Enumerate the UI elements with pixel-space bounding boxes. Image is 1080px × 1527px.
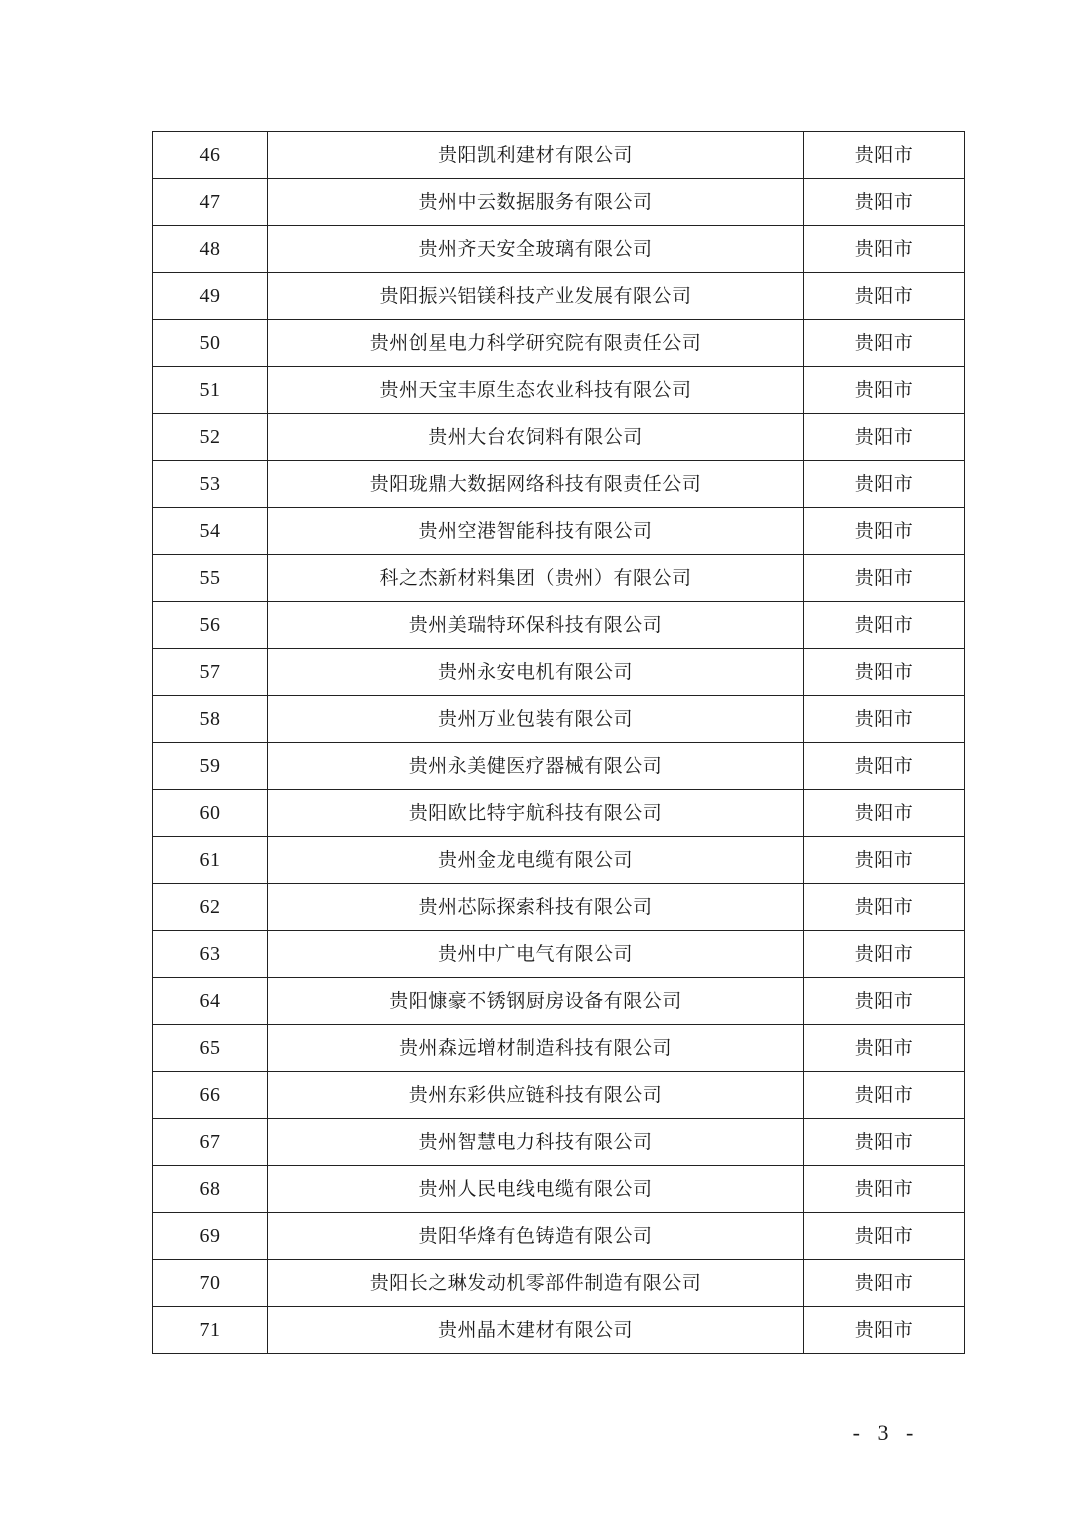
city-name: 贵阳市 bbox=[804, 978, 965, 1025]
company-name: 贵阳慷豪不锈钢厨房设备有限公司 bbox=[268, 978, 804, 1025]
table-row bbox=[153, 602, 965, 649]
company-name: 贵州创星电力科学研究院有限责任公司 bbox=[268, 320, 804, 367]
row-number: 63 bbox=[153, 931, 268, 978]
table-row bbox=[153, 978, 965, 1025]
row-number: 46 bbox=[153, 132, 268, 179]
table-row bbox=[153, 649, 965, 696]
row-number: 50 bbox=[153, 320, 268, 367]
table-row bbox=[153, 179, 965, 226]
city-name: 贵阳市 bbox=[804, 555, 965, 602]
page-number: - 3 - bbox=[852, 1420, 920, 1445]
row-number: 57 bbox=[153, 649, 268, 696]
company-name: 贵州万业包装有限公司 bbox=[268, 696, 804, 743]
company-name: 贵州中云数据服务有限公司 bbox=[268, 179, 804, 226]
company-name: 贵州智慧电力科技有限公司 bbox=[268, 1119, 804, 1166]
city-name: 贵阳市 bbox=[804, 1166, 965, 1213]
city-name: 贵阳市 bbox=[804, 931, 965, 978]
table-row bbox=[153, 132, 965, 179]
table-row bbox=[153, 414, 965, 461]
company-list-body bbox=[153, 132, 965, 1354]
company-name: 贵州美瑞特环保科技有限公司 bbox=[268, 602, 804, 649]
company-name: 贵阳长之琳发动机零部件制造有限公司 bbox=[268, 1260, 804, 1307]
row-number: 51 bbox=[153, 367, 268, 414]
company-name: 贵州森远增材制造科技有限公司 bbox=[268, 1025, 804, 1072]
table-row bbox=[153, 743, 965, 790]
row-number: 52 bbox=[153, 414, 268, 461]
row-number: 60 bbox=[153, 790, 268, 837]
row-number: 56 bbox=[153, 602, 268, 649]
table-row bbox=[153, 790, 965, 837]
table-row bbox=[153, 837, 965, 884]
row-number: 59 bbox=[153, 743, 268, 790]
city-name: 贵阳市 bbox=[804, 132, 965, 179]
company-name: 贵州东彩供应链科技有限公司 bbox=[268, 1072, 804, 1119]
table-row bbox=[153, 884, 965, 931]
company-name: 贵州天宝丰原生态农业科技有限公司 bbox=[268, 367, 804, 414]
table-row bbox=[153, 931, 965, 978]
company-name: 贵州晶木建材有限公司 bbox=[268, 1307, 804, 1354]
company-name: 贵阳欧比特宇航科技有限公司 bbox=[268, 790, 804, 837]
company-name: 贵阳华烽有色铸造有限公司 bbox=[268, 1213, 804, 1260]
city-name: 贵阳市 bbox=[804, 414, 965, 461]
company-name: 贵州永美健医疗器械有限公司 bbox=[268, 743, 804, 790]
city-name: 贵阳市 bbox=[804, 226, 965, 273]
city-name: 贵阳市 bbox=[804, 320, 965, 367]
table-row bbox=[153, 320, 965, 367]
city-name: 贵阳市 bbox=[804, 273, 965, 320]
city-name: 贵阳市 bbox=[804, 461, 965, 508]
city-name: 贵阳市 bbox=[804, 649, 965, 696]
city-name: 贵阳市 bbox=[804, 602, 965, 649]
row-number: 49 bbox=[153, 273, 268, 320]
company-name: 科之杰新材料集团（贵州）有限公司 bbox=[268, 555, 804, 602]
city-name: 贵阳市 bbox=[804, 179, 965, 226]
row-number: 71 bbox=[153, 1307, 268, 1354]
row-number: 58 bbox=[153, 696, 268, 743]
table-row bbox=[153, 1025, 965, 1072]
city-name: 贵阳市 bbox=[804, 1119, 965, 1166]
row-number: 62 bbox=[153, 884, 268, 931]
city-name: 贵阳市 bbox=[804, 884, 965, 931]
company-name: 贵阳凯利建材有限公司 bbox=[268, 132, 804, 179]
table-row bbox=[153, 273, 965, 320]
company-name: 贵州大台农饲料有限公司 bbox=[268, 414, 804, 461]
row-number: 55 bbox=[153, 555, 268, 602]
company-name: 贵州人民电线电缆有限公司 bbox=[268, 1166, 804, 1213]
row-number: 64 bbox=[153, 978, 268, 1025]
company-name: 贵州中广电气有限公司 bbox=[268, 931, 804, 978]
company-name: 贵州永安电机有限公司 bbox=[268, 649, 804, 696]
table-row bbox=[153, 1119, 965, 1166]
city-name: 贵阳市 bbox=[804, 1307, 965, 1354]
table-row bbox=[153, 1072, 965, 1119]
row-number: 65 bbox=[153, 1025, 268, 1072]
company-name: 贵阳珑鼎大数据网络科技有限责任公司 bbox=[268, 461, 804, 508]
table-row bbox=[153, 1307, 965, 1354]
row-number: 70 bbox=[153, 1260, 268, 1307]
company-name: 贵州金龙电缆有限公司 bbox=[268, 837, 804, 884]
city-name: 贵阳市 bbox=[804, 743, 965, 790]
row-number: 67 bbox=[153, 1119, 268, 1166]
city-name: 贵阳市 bbox=[804, 1072, 965, 1119]
city-name: 贵阳市 bbox=[804, 1260, 965, 1307]
row-number: 53 bbox=[153, 461, 268, 508]
row-number: 61 bbox=[153, 837, 268, 884]
company-name: 贵阳振兴铝镁科技产业发展有限公司 bbox=[268, 273, 804, 320]
row-number: 68 bbox=[153, 1166, 268, 1213]
city-name: 贵阳市 bbox=[804, 1213, 965, 1260]
company-name: 贵州齐天安全玻璃有限公司 bbox=[268, 226, 804, 273]
company-list-table bbox=[152, 131, 965, 1354]
city-name: 贵阳市 bbox=[804, 696, 965, 743]
table-row bbox=[153, 1260, 965, 1307]
table-row bbox=[153, 1213, 965, 1260]
table-row bbox=[153, 696, 965, 743]
city-name: 贵阳市 bbox=[804, 508, 965, 555]
city-name: 贵阳市 bbox=[804, 790, 965, 837]
company-name: 贵州芯际探索科技有限公司 bbox=[268, 884, 804, 931]
table-row bbox=[153, 555, 965, 602]
city-name: 贵阳市 bbox=[804, 1025, 965, 1072]
table-row bbox=[153, 367, 965, 414]
table-row bbox=[153, 1166, 965, 1213]
company-name: 贵州空港智能科技有限公司 bbox=[268, 508, 804, 555]
table-row bbox=[153, 226, 965, 273]
city-name: 贵阳市 bbox=[804, 837, 965, 884]
city-name: 贵阳市 bbox=[804, 367, 965, 414]
row-number: 69 bbox=[153, 1213, 268, 1260]
row-number: 48 bbox=[153, 226, 268, 273]
row-number: 47 bbox=[153, 179, 268, 226]
table-row bbox=[153, 461, 965, 508]
table-row bbox=[153, 508, 965, 555]
row-number: 66 bbox=[153, 1072, 268, 1119]
row-number: 54 bbox=[153, 508, 268, 555]
